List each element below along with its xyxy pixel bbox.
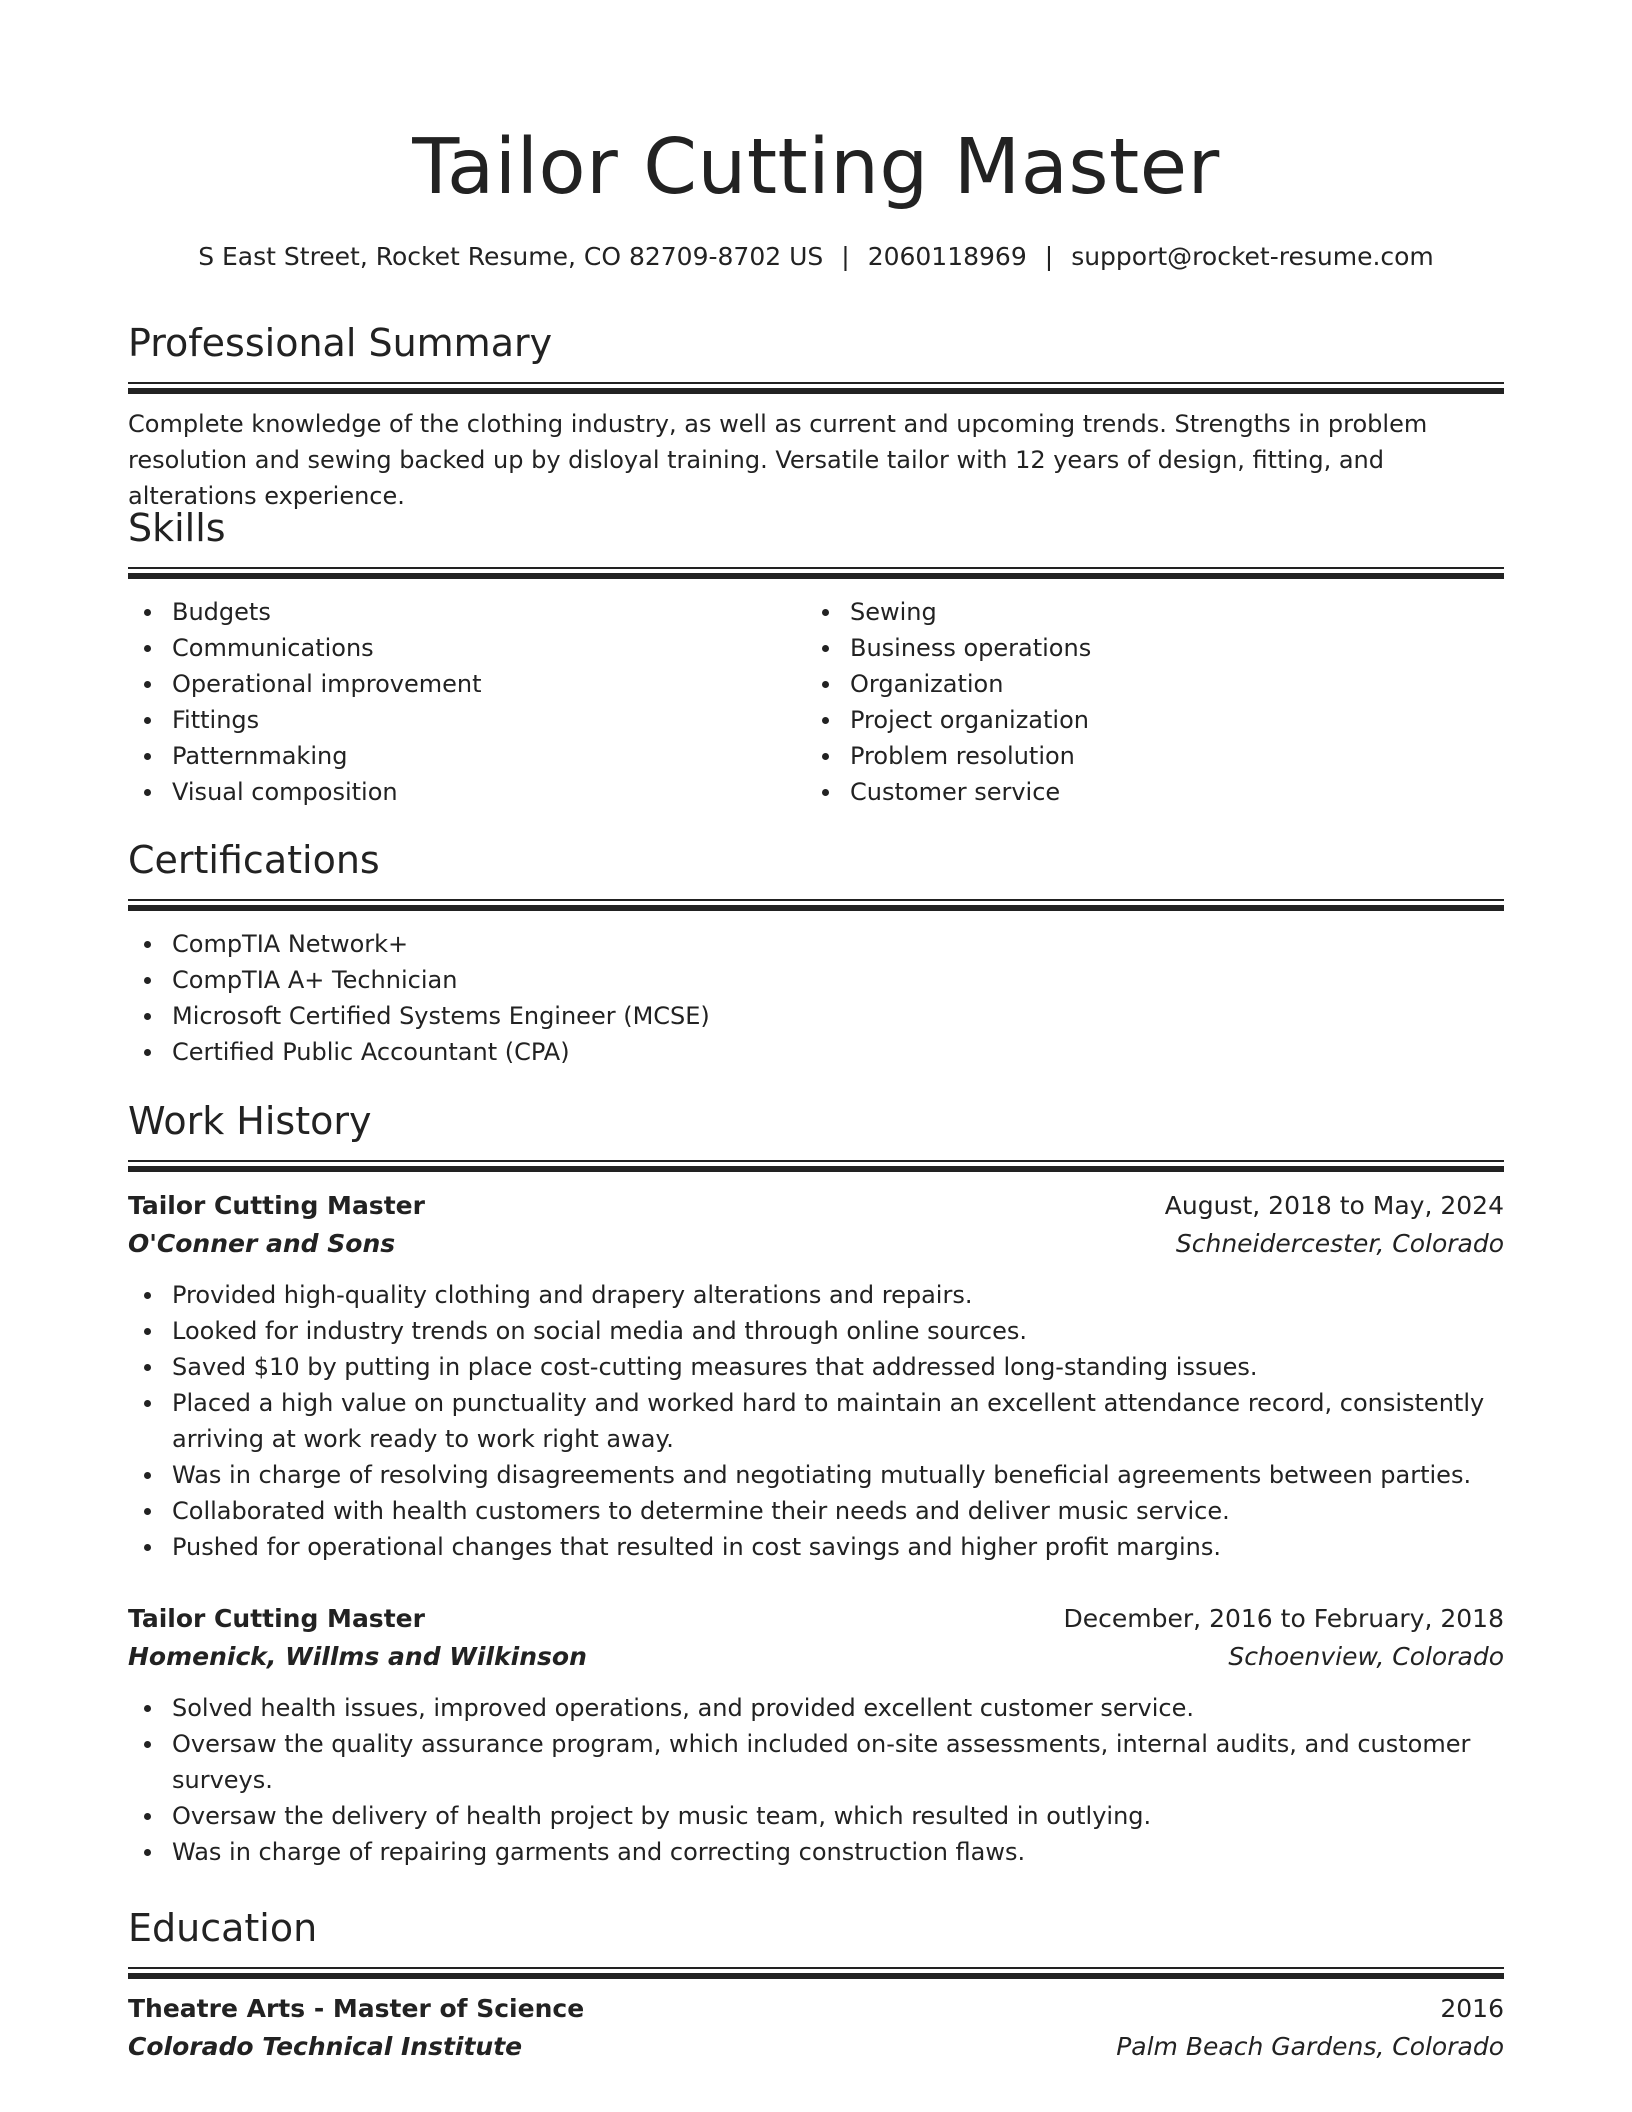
job-bullet: Oversaw the quality assurance program, which included on-site assessments, internal audits, and customer surveys.: [172, 1726, 1504, 1798]
section-divider: [128, 573, 1504, 579]
section-divider: [128, 1166, 1504, 1172]
job-bullet: Collaborated with health customers to determine their needs and deliver music service.: [172, 1493, 1504, 1529]
section-divider: [128, 899, 1504, 901]
summary-heading: Professional Summary: [128, 321, 553, 365]
education-year: 2016: [1440, 1994, 1504, 2023]
job-bullet: Provided high-quality clothing and drapery alterations and repairs.: [172, 1277, 1504, 1313]
work-section-header: [128, 1096, 1504, 1172]
certification-item: CompTIA A+ Technician: [172, 962, 710, 998]
job-bullet: Solved health issues, improved operations, and provided excellent customer service.: [172, 1690, 1504, 1726]
certifications-heading: Certifications: [128, 838, 380, 882]
candidate-name: Tailor Cutting Master: [412, 123, 1220, 212]
section-divider: [128, 567, 1504, 569]
certifications-list: [128, 926, 1504, 1070]
skill-item: Business operations: [850, 630, 1484, 666]
section-divider: [128, 388, 1504, 394]
job-dates: August, 2018 to May, 2024: [1164, 1191, 1504, 1220]
job-bullet: Was in charge of repairing garments and correcting construction flaws.: [172, 1834, 1504, 1870]
job-bullet: Placed a high value on punctuality and worked hard to maintain an excellent attendance record, consistently arriving at work ready to work right away.: [172, 1385, 1504, 1457]
skill-item: Problem resolution: [850, 738, 1484, 774]
skill-item: Communications: [172, 630, 806, 666]
summary-text: Complete knowledge of the clothing industry, as well as current and upcoming trends. Strengths in problem resolution and sewing backed up by disloyal training. Versatile tailor with 12 years of design, fitting, and alterations experience.: [128, 410, 1428, 510]
job-entry: [128, 1600, 1504, 1870]
job-title: Tailor Cutting Master: [128, 1191, 425, 1220]
job-dates: December, 2016 to February, 2018: [1063, 1604, 1504, 1633]
skills-column-left: [128, 594, 806, 810]
contact-line: [128, 240, 1504, 274]
job-title: Tailor Cutting Master: [128, 1604, 425, 1633]
certification-item: Certified Public Accountant (CPA): [172, 1034, 710, 1070]
skill-item: Project organization: [850, 702, 1484, 738]
skill-item: Organization: [850, 666, 1484, 702]
education-school: Colorado Technical Institute: [128, 2032, 523, 2061]
skills-column-right: [806, 594, 1484, 810]
education-location: Palm Beach Gardens, Colorado: [1116, 2032, 1504, 2061]
skill-item: Budgets: [172, 594, 806, 630]
skill-item: Customer service: [850, 774, 1484, 810]
job-bullet: Was in charge of resolving disagreements and negotiating mutually beneficial agreements between parties.: [172, 1457, 1504, 1493]
contact-phone: 2060118969: [867, 242, 1027, 271]
job-bullet: Pushed for operational changes that resulted in cost savings and higher profit margins.: [172, 1529, 1504, 1565]
job-entry: [128, 1187, 1504, 1565]
education-heading: Education: [128, 1906, 318, 1950]
skills-section-header: [128, 503, 1504, 579]
skill-item: Patternmaking: [172, 738, 806, 774]
job-location: Schneidercester, Colorado: [1175, 1229, 1504, 1258]
contact-address: S East Street, Rocket Resume, CO 82709-8702 US: [198, 242, 824, 271]
contact-separator: |: [841, 242, 850, 271]
section-divider: [128, 1160, 1504, 1162]
skill-item: Sewing: [850, 594, 1484, 630]
job-company: Homenick, Willms and Wilkinson: [128, 1642, 587, 1671]
certification-item: CompTIA Network+: [172, 926, 710, 962]
skills-list: [128, 594, 1504, 810]
job-bullet: Saved $10 by putting in place cost-cutting measures that addressed long-standing issues.: [172, 1349, 1504, 1385]
certification-item: Microsoft Certified Systems Engineer (MCSE): [172, 998, 710, 1034]
education-section-header: [128, 1903, 1504, 1979]
section-divider: [128, 1967, 1504, 1969]
section-divider: [128, 905, 1504, 911]
education-degree: Theatre Arts - Master of Science: [128, 1994, 585, 2023]
section-divider: [128, 382, 1504, 384]
job-bullet: Looked for industry trends on social media and through online sources.: [172, 1313, 1504, 1349]
skills-heading: Skills: [128, 506, 226, 550]
work-heading: Work History: [128, 1099, 372, 1143]
section-divider: [128, 1973, 1504, 1979]
job-company: O'Conner and Sons: [128, 1229, 396, 1258]
skill-item: Visual composition: [172, 774, 806, 810]
job-bullet: Oversaw the delivery of health project by music team, which resulted in outlying.: [172, 1798, 1504, 1834]
job-location: Schoenview, Colorado: [1228, 1642, 1504, 1671]
certifications-section-header: [128, 835, 1504, 911]
skill-item: Fittings: [172, 702, 806, 738]
summary-section-header: [128, 318, 1504, 394]
contact-separator: |: [1044, 242, 1054, 271]
skill-item: Operational improvement: [172, 666, 806, 702]
contact-email: support@rocket-resume.com: [1071, 242, 1434, 271]
education-entry: [128, 1990, 1504, 2066]
